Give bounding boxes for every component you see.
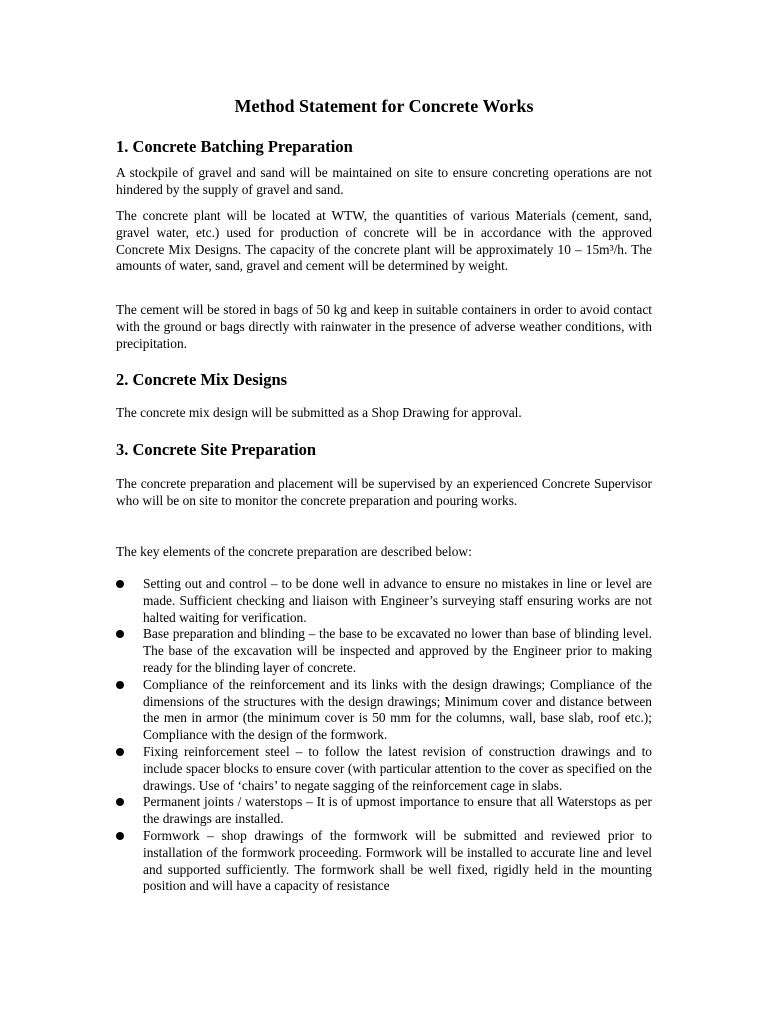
section-heading-3: 3. Concrete Site Preparation <box>116 440 317 459</box>
list-item: Setting out and control – to be done well in advance to ensure no mistakes in line or level are made. Sufficient checking and liaison with Engineer’s surveying staff ensuring works are not halted waiting for verification. <box>116 576 652 626</box>
list-item: Formwork – shop drawings of the formwork will be submitted and reviewed prior to installation of the formwork proceeding. Formwork will be installed to accurate line and level and supported sufficiently. The formwork shall be well fixed, rigidly held in the mounting position and will have a capacity of resistance <box>116 828 652 895</box>
section-2-paragraph-1: The concrete mix design will be submitted as a Shop Drawing for approval. <box>116 405 522 420</box>
section-3-paragraph-2: The key elements of the concrete preparation are described below: <box>116 544 472 559</box>
bullet-icon <box>116 748 124 756</box>
section-1-paragraph-2: The concrete plant will be located at WTW, the quantities of various Materials (cement, sand, gravel water, etc.) used for production of concrete will be in accordance with the approved Concrete Mix Designs. The capacity of the concrete plant will be approximately 10 – 15m³/h. The amounts of water, sand, gravel and cement will be determined by weight. <box>116 208 652 274</box>
section-heading-2: 2. Concrete Mix Designs <box>116 370 288 389</box>
section-heading-1: 1. Concrete Batching Preparation <box>116 137 353 156</box>
page-title: Method Statement for Concrete Works <box>234 96 534 116</box>
bullet-icon <box>116 681 124 689</box>
list-item: Fixing reinforcement steel – to follow the latest revision of construction drawings and to include spacer blocks to ensure cover (with particular attention to the cover as specified on the drawings. Use of ‘chairs’ to negate sagging of the reinforcement cage in slabs. <box>116 744 652 794</box>
list-item: Compliance of the reinforcement and its links with the design drawings; Compliance of the dimensions of the structures with the design drawings; Minimum cover and distance between the men in armor (the minimum cover is 50 mm for the columns, wall, base slab, roof etc.); Compliance with the design of the formwork. <box>116 677 652 744</box>
bullet-icon <box>116 832 124 840</box>
section-1-paragraph-1: A stockpile of gravel and sand will be maintained on site to ensure concreting operations are not hindered by the supply of gravel and sand. <box>116 165 652 197</box>
key-elements-list <box>116 576 652 895</box>
list-item: Permanent joints / waterstops – It is of upmost importance to ensure that all Waterstops as per the drawings are installed. <box>116 794 652 828</box>
section-3-paragraph-1: The concrete preparation and placement will be supervised by an experienced Concrete Supervisor who will be on site to monitor the concrete preparation and pouring works. <box>116 476 652 508</box>
bullet-icon <box>116 630 124 638</box>
bullet-icon <box>116 798 124 806</box>
bullet-icon <box>116 580 124 588</box>
section-1-paragraph-3: The cement will be stored in bags of 50 kg and keep in suitable containers in order to avoid contact with the ground or bags directly with rainwater in the presence of adverse weather conditions, with precipitation. <box>116 302 652 351</box>
list-item: Base preparation and blinding – the base to be excavated no lower than base of blinding level. The base of the excavation will be inspected and approved by the Engineer prior to making ready for the blinding layer of concrete. <box>116 626 652 676</box>
